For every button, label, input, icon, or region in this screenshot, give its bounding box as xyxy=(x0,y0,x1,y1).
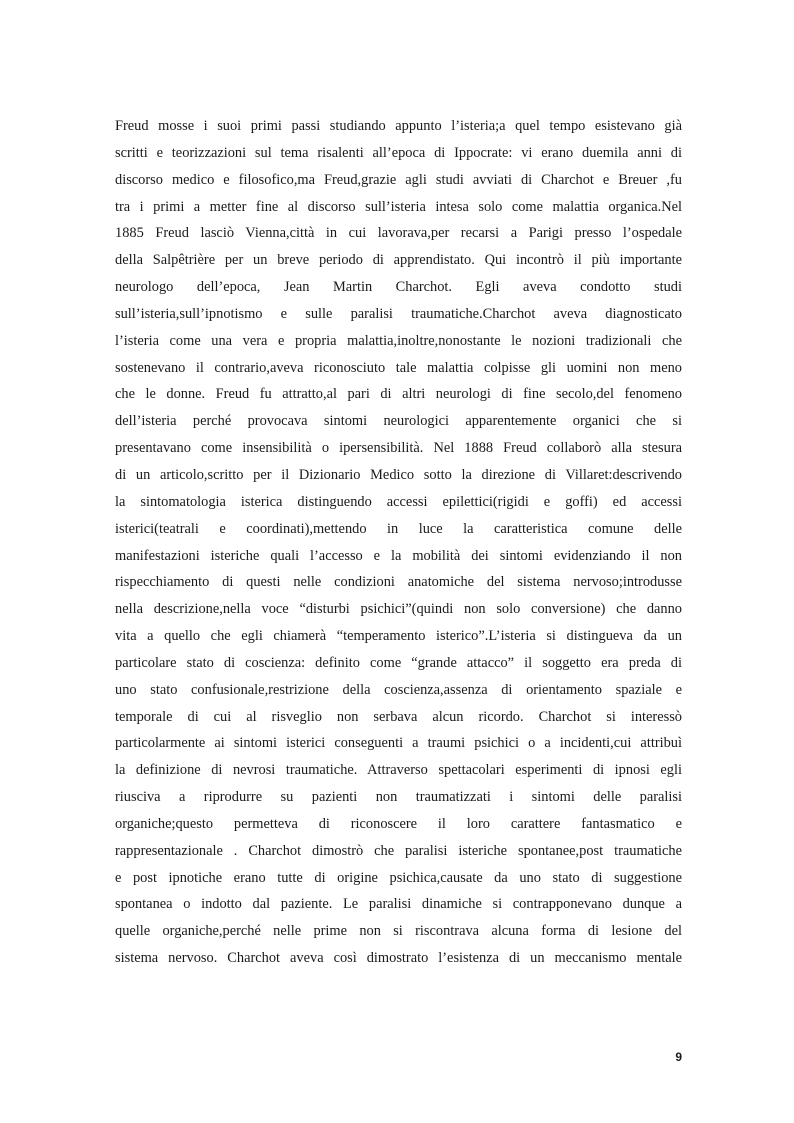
text-line: e post ipnotiche erano tutte di origine psichica,causate da uno stato di suggestione xyxy=(115,869,682,886)
text-line: presentavano come insensibilità o ipersensibilità. Nel 1888 Freud collaborò alla stesura xyxy=(115,440,682,457)
text-line: particolare stato di coscienza: definito come “grande attacco” il soggetto era preda di xyxy=(115,654,682,671)
text-line: della Salpêtrière per un breve periodo di apprendistato. Qui incontrò il più importante xyxy=(115,252,682,269)
text-line: temporale di cui al risveglio non serbava alcun ricordo. Charchot si interessò xyxy=(115,708,682,725)
text-line: nella descrizione,nella voce “disturbi psichici”(quindi non solo conversione) che danno xyxy=(115,601,682,618)
text-line: tra i primi a metter fine al discorso sull’isteria intesa solo come malattia organica.Nel xyxy=(115,198,682,215)
body-paragraph xyxy=(115,113,682,972)
text-line: l’isteria come una vera e propria malattia,inoltre,nonostante le nozioni tradizionali che xyxy=(115,332,682,349)
text-line: particolarmente ai sintomi isterici conseguenti a traumi psichici o a incidenti,cui attribuì xyxy=(115,735,682,752)
text-line: rappresentazionale . Charchot dimostrò che paralisi isteriche spontanee,post traumatiche xyxy=(115,842,682,859)
text-line: sull’isteria,sull’ipnotismo e sulle paralisi traumatiche.Charchot aveva diagnosticato xyxy=(115,305,682,322)
text-line: organiche;questo permetteva di riconoscere il loro carattere fantasmatico e xyxy=(115,815,682,832)
text-line: la sintomatologia isterica distinguendo accessi epilettici(rigidi e goffi) ed accessi xyxy=(115,493,682,510)
text-line: manifestazioni isteriche quali l’accesso e la mobilità dei sintomi evidenziando il non xyxy=(115,547,682,564)
text-line: 1885 Freud lasciò Vienna,città in cui lavorava,per recarsi a Parigi presso l’ospedale xyxy=(115,225,682,242)
text-line: sistema nervoso. Charchot aveva così dimostrato l’esistenza di un meccanismo mentale xyxy=(115,950,682,967)
text-line: che le donne. Freud fu attratto,al pari di altri neurologi di fine secolo,del fenomeno xyxy=(115,386,682,403)
text-line: sostenevano il contrario,aveva riconosciuto tale malattia colpisse gli uomini non meno xyxy=(115,359,682,376)
text-line: discorso medico e filosofico,ma Freud,grazie agli studi avviati di Charchot e Breuer ,fu xyxy=(115,171,682,188)
text-line: Freud mosse i suoi primi passi studiando appunto l’isteria;a quel tempo esistevano già xyxy=(115,118,682,134)
text-line: riusciva a riprodurre su pazienti non traumatizzati i sintomi delle paralisi xyxy=(115,789,682,806)
page-number: 9 xyxy=(675,1050,682,1064)
text-line: spontanea o indotto dal paziente. Le paralisi dinamiche si contrapponevano dunque a xyxy=(115,896,682,913)
text-line: la definizione di nevrosi traumatiche. Attraverso spettacolari esperimenti di ipnosi egli xyxy=(115,762,682,779)
text-line: quelle organiche,perché nelle prime non si riscontrava alcuna forma di lesione del xyxy=(115,923,682,940)
text-line: vita a quello che egli chiamerà “temperamento isterico”.L’isteria si distingueva da un xyxy=(115,628,682,645)
text-line: neurologo dell’epoca, Jean Martin Charchot. Egli aveva condotto studi xyxy=(115,279,682,296)
text-line: scritti e teorizzazioni sul tema risalenti all’epoca di Ippocrate: vi erano duemila anni di xyxy=(115,144,682,161)
text-line: rispecchiamento di questi nelle condizioni anatomiche del sistema nervoso;introdusse xyxy=(115,574,682,591)
text-line: dell’isteria perché provocava sintomi neurologici apparentemente organici che si xyxy=(115,413,682,430)
text-line: isterici(teatrali e coordinati),mettendo in luce la caratteristica comune delle xyxy=(115,520,682,537)
text-line: uno stato confusionale,restrizione della coscienza,assenza di orientamento spaziale e xyxy=(115,681,682,698)
text-line: di un articolo,scritto per il Dizionario Medico sotto la direzione di Villaret:descrivendo xyxy=(115,466,682,483)
